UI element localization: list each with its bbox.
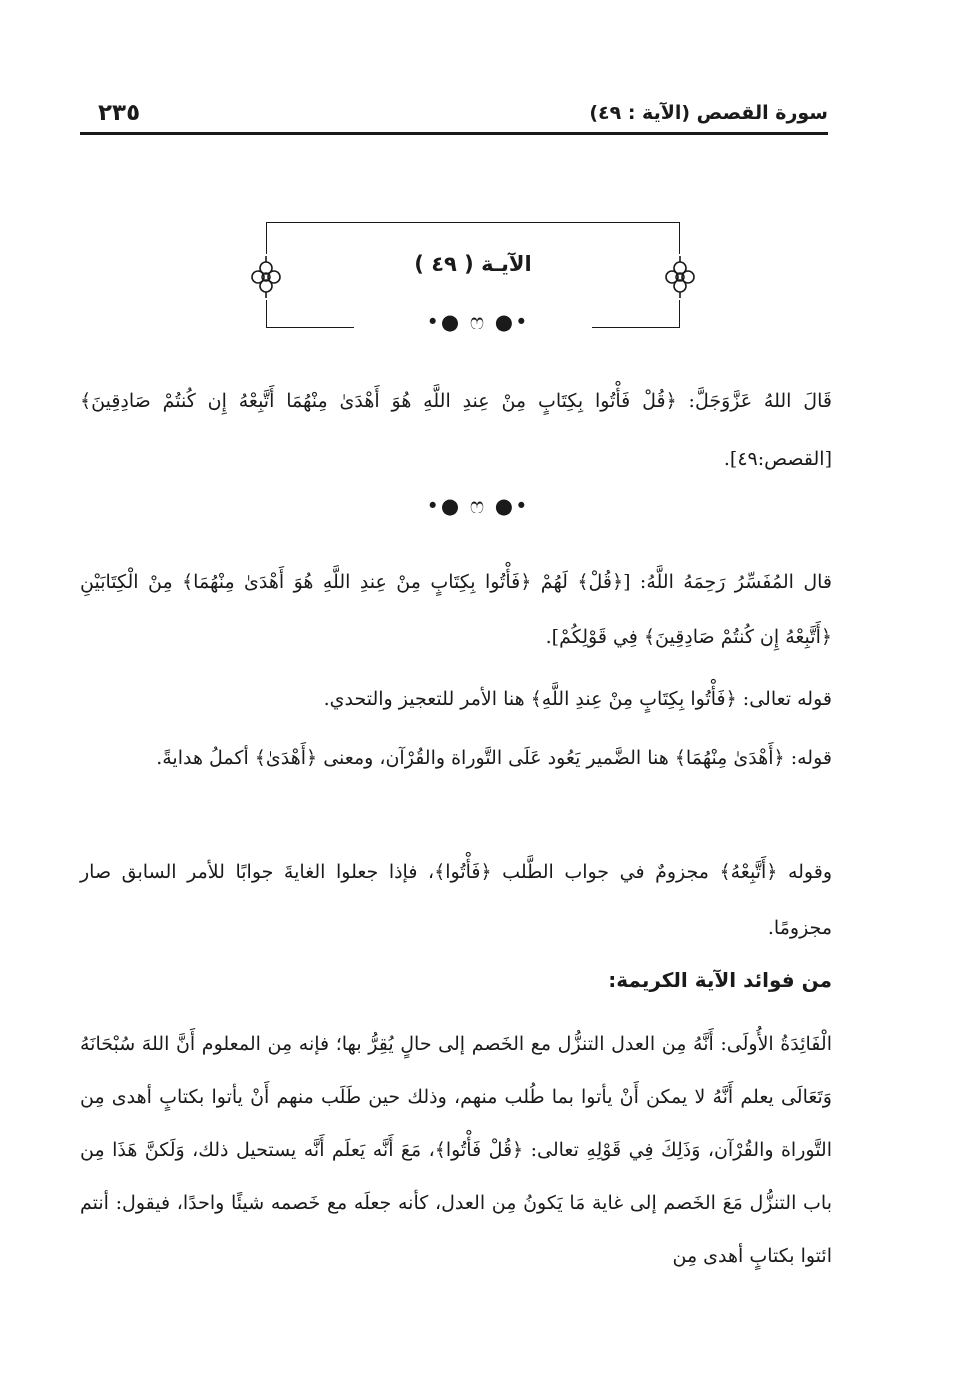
ornament-separator: •● ෆ ●• xyxy=(426,310,530,334)
frame-bottom-left-line xyxy=(266,327,354,328)
page-header xyxy=(80,98,828,135)
ayah-heading: الآيـة ( ٤٩ ) xyxy=(414,252,532,276)
frame-bottom-right-line xyxy=(592,327,680,328)
running-title: سورة القصص (الآية : ٤٩) xyxy=(589,102,828,124)
tafsir-paragraph: وقوله ﴿أَتَّبِعْهُ﴾ مجزومٌ في جواب الطَّلب ﴿فَأْتُوا﴾، فإذا جعلوا الغايةَ جوابًا للأمر السابق صار مجزومًا. xyxy=(80,861,832,939)
ornament-separator: •● ෆ ●• xyxy=(426,494,530,518)
quran-quote: قَالَ اللهُ عَزَّوَجَلَّ: ﴿قُلْ فَأْتُوا بِكِتَابٍ مِنْ عِندِ اللَّهِ هُوَ أَهْدَىٰ مِنْهُمَا أَتَّبِعْهُ إِن كُنتُمْ صَادِقِينَ﴾ [القصص:٤٩]. xyxy=(80,390,832,470)
frame-top-line xyxy=(266,222,680,223)
tafsir-paragraph: قال المُفَسِّرُ رَحِمَهُ اللَّهُ: [﴿قُلْ﴾ لَهُمْ ﴿فَأْتُوا بِكِتَابٍ مِنْ عِندِ اللَّهِ هُوَ أَهْدَىٰ مِنْهُمَا﴾ مِنْ الْكِتَابَيْنِ ﴿أَتَّبِعْهُ إِن كُنتُمْ صَادِقِينَ﴾ فِي قَوْلِكُمْ]. xyxy=(80,571,832,648)
tafsir-paragraph: قوله: ﴿أَهْدَىٰ مِنْهُمَا﴾ هنا الضَّمير يَعُود عَلَى التَّوراة والقُرْآن، ومعنى ﴿أَهْدَىٰ﴾ أكملُ هدايةً. xyxy=(156,747,832,769)
benefit-paragraph: الْفَائِدَةُ الأُولَى: أَنَّهُ مِن العدل التنزُّل مع الخَصم إلى حالٍ يُقِرُّ بها؛ فإنه مِن المعلوم أَنَّ اللهَ سُبْحَانَهُ وَتَعَالَى يعلم أَنَّهُ لا يمكن أَنْ يأتوا بما طُلب منهم، وذلك حين طَلَب منهم أَنْ يأتوا بكتابٍ أهدى مِن التَّوراة والقُرْآن، وَذَلِكَ فِي قَوْلِهِ تعالى: ﴿قُلْ فَأْتُوا﴾، مَعَ أَنَّه يَعلَم أَنَّه يستحيل ذلك، وَلَكنَّ هَذَا مِن باب التنزُّل مَعَ الخَصم إلى غاية مَا يَكونُ مِن العدل، كأنه جعلَه مع خَصمه شيئًا واحدًا، فيقول: أنتم ائتوا بكتابٍ أهدى مِن xyxy=(80,1033,832,1267)
tafsir-paragraph: قوله تعالى: ﴿فَأْتُوا بِكِتَابٍ مِنْ عِندِ اللَّهِ﴾ هنا الأمر للتعجيز والتحدي. xyxy=(323,688,832,710)
benefits-heading: من فوائد الآية الكريمة: xyxy=(608,968,832,992)
page-number: ٢٣٥ xyxy=(98,100,141,126)
